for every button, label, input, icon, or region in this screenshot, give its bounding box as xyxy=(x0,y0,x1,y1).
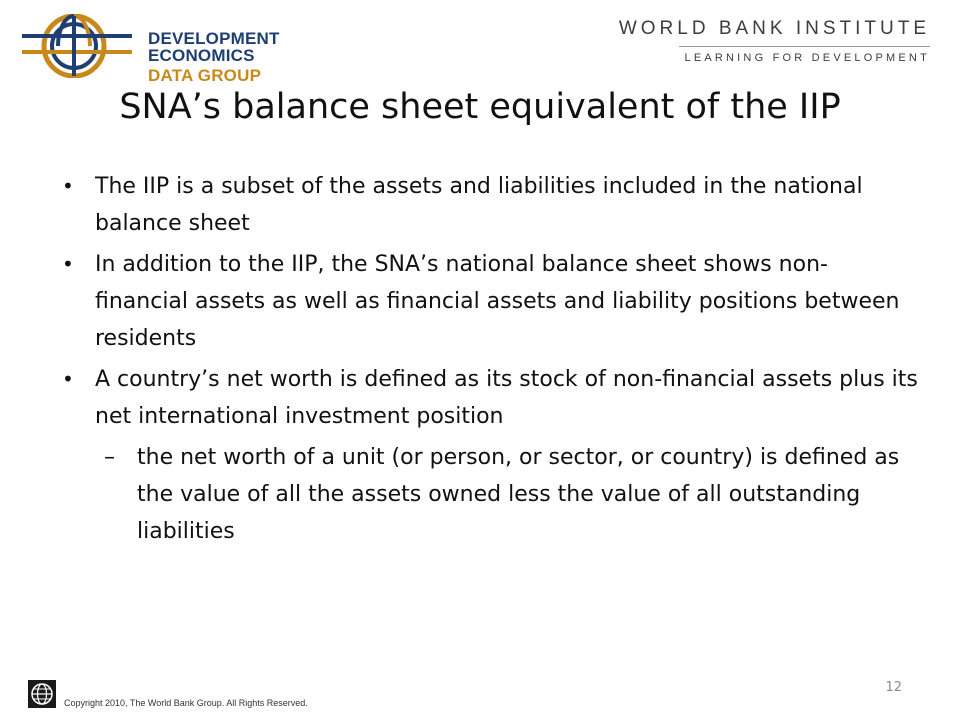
slide-title: SNA’s balance sheet equivalent of the IIP xyxy=(119,87,841,127)
bullet-dot: • xyxy=(62,252,74,276)
bullet-dot: • xyxy=(62,174,74,198)
sub-bullet-text: the net worth of a unit (or person, or sector, or country) is defined as the value of all the assets owned less the value of all outstanding liabilities xyxy=(137,445,900,544)
bullet-text: A country’s net worth is defined as its stock of non-financial assets plus its net international investment position xyxy=(95,367,918,429)
logo-wordmark xyxy=(148,30,332,84)
bullet-item xyxy=(60,168,920,242)
logo-line-2: DATA GROUP xyxy=(148,66,262,85)
world-bank-institute-logo xyxy=(619,18,930,64)
globe-arcs-icon xyxy=(22,14,142,78)
world-bank-globe-icon xyxy=(28,680,56,708)
bullet-text: The IIP is a subset of the assets and liabilities included in the national balance sheet xyxy=(95,174,863,236)
development-economics-logo xyxy=(22,14,332,85)
wbi-title: WORLD BANK INSTITUTE xyxy=(618,18,930,39)
wbi-subtitle: LEARNING FOR DEVELOPMENT xyxy=(684,52,930,64)
sub-bullet-dash: – xyxy=(104,445,115,470)
bullet-dot: • xyxy=(62,367,74,391)
page-number: 12 xyxy=(885,680,902,695)
logo-line-1: DEVELOPMENT ECONOMICS xyxy=(148,29,280,65)
bullet-item xyxy=(60,361,920,435)
wbi-divider xyxy=(679,46,930,47)
copyright-text: Copyright 2010, The World Bank Group. All Rights Reserved. xyxy=(64,698,308,708)
slide-content xyxy=(60,168,920,550)
bullet-text: In addition to the IIP, the SNA’s national balance sheet shows non-financial assets as well as financial assets and liability positions between residents xyxy=(95,252,900,351)
bullet-item xyxy=(60,246,920,357)
sub-bullet-item xyxy=(104,439,920,550)
